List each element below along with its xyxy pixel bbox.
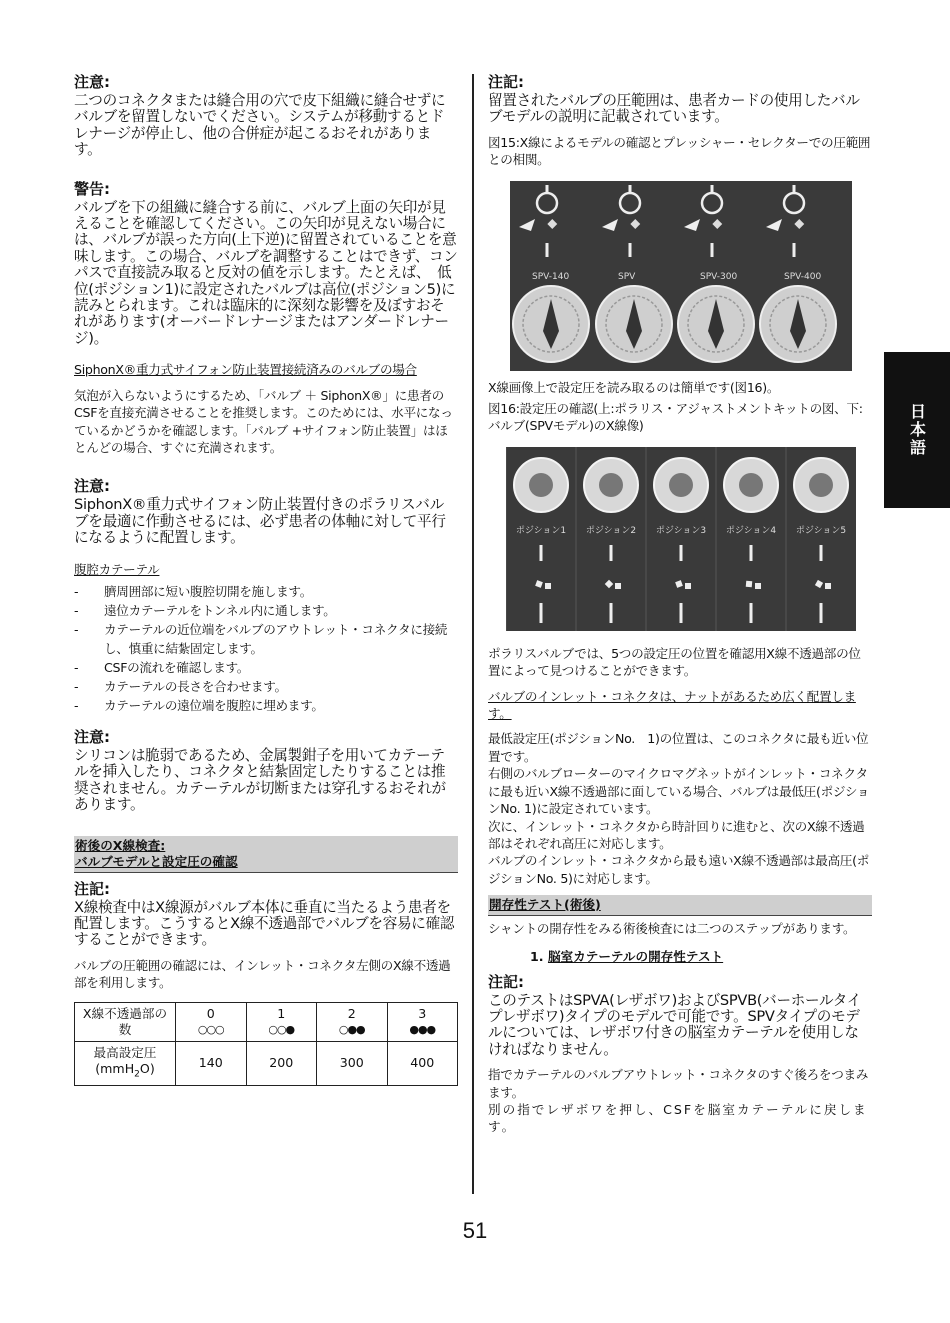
radiopaque-marker xyxy=(794,219,804,229)
step1-heading: 1. 脳室カテーテルの開存性テスト xyxy=(530,948,724,964)
column-divider xyxy=(472,74,474,1194)
catheter-heading: 腹腔カテーテル xyxy=(74,561,160,577)
table-cell: 2 ○●● xyxy=(317,1002,388,1041)
note-text-4: X線検査中はX線源がバルブ本体に垂直に当たるよう患者を配置します。こうするとX線不透過部でバルブを容易に確認することができます。 xyxy=(74,898,455,949)
list-item: - カテーテルの近位端をバルブのアウトレット・コネクタに接続し、慎重に結紮固定します。 xyxy=(74,620,458,658)
radiopaque-marker xyxy=(746,581,753,588)
fig15-label: SPV-140 xyxy=(532,271,570,282)
dial-center xyxy=(599,473,623,497)
indicator-arrow xyxy=(766,219,782,231)
radiopaque-marker xyxy=(547,219,557,229)
figure15-svg xyxy=(510,181,852,371)
dial-center xyxy=(669,473,693,497)
list-item: - カテーテルの遠位端を腹腔に埋めます。 xyxy=(74,696,458,715)
note-text-r2: このテストはSPVA(レザボワ)およびSPVB(バーホールタイプレザボワ)タイプのモデルで可能です。SPVタイプのモデルについては、レザボワ付きの脳室カテーテルを使用しなければなりません。 xyxy=(488,991,862,1058)
xray-easy-text: X線画像上で設定圧を読み取るのは簡単です(図16)。 xyxy=(488,379,780,395)
figure15-image xyxy=(510,181,852,371)
setting-text-4: バルブのインレット・コネクタから最も遠いX線不透過部は最高圧(ポジションNo. 5)に対応します。 xyxy=(488,853,870,886)
magnet-marker xyxy=(825,583,831,589)
polaris-text: ポラリスバルブでは、5つの設定圧の位置を確認用X線不透過部の位置によって見つけることができます。 xyxy=(488,645,861,679)
figure16-image xyxy=(506,447,856,631)
radiopaque-marker xyxy=(815,580,823,588)
caution-title-2: 注意: xyxy=(74,477,110,496)
valve-xray-top xyxy=(702,193,722,213)
indicator-arrow xyxy=(684,219,700,231)
page-number: 51 xyxy=(462,1218,488,1243)
figure16-svg xyxy=(506,447,856,631)
final-text-1: 指でカテーテルのバルブアウトレット・コネクタのすぐ後ろをつまみます。 xyxy=(488,1067,869,1100)
catheter-steps xyxy=(74,582,458,715)
table-header-count: X線不透過部の数 xyxy=(75,1002,176,1041)
caution-title-1: 注意: xyxy=(74,73,110,91)
fig15-label: SPV-400 xyxy=(784,271,822,282)
caution-text-2: SiphonX®重力式サイフォン防止装置付きのポラリスバルブを最適に作動させるには、必ず患者の体軸に対して平行になるように配置します。 xyxy=(74,496,446,547)
table-cell: 1 ○○● xyxy=(246,1002,317,1041)
note-title-r2: 注記: xyxy=(488,972,524,991)
warning-title: 警告: xyxy=(74,179,110,198)
fig16-label: ポジション3 xyxy=(655,525,707,536)
magnet-marker xyxy=(685,583,691,589)
siphon-text: 気泡が入らないようにするため、「バルブ ＋ SiphonX®」に患者のCSFを直接充満させることを推奨します。このためには、水平になっているかどうかを確認します。「バルブ +サイフォン防止装置」はほとんどの場合、すぐに充満されます。 xyxy=(74,387,453,455)
list-item: - カテーテルの長さを合わせます。 xyxy=(74,677,458,696)
table-cell: 3 ●●● xyxy=(387,1002,458,1041)
radiopaque-marker xyxy=(675,580,683,588)
indicator-arrow xyxy=(602,219,618,231)
list-item: - 臍周囲部に短い腹腔切開を施します。 xyxy=(74,582,458,601)
note-title-r1: 注記: xyxy=(488,73,524,91)
warning-text: バルブを下の組織に縫合する前に、バルブ上面の矢印が見えることを確認してください。この矢印が見えない場合には、バルブが誤った方向(上下逆)に留置されていることを意味します。この場合、バルブを調整することはできず、コンパスで直接読み取ると反対の値を示します。たとえば、 低位(ポジション1)に設定されたバルブは高位(ポジション5)に読みとられます。これは臨床的に深刻な影響を及ぼすおそれがあります(オーバードレナージまたはアンダードレナージ)。 xyxy=(74,198,458,347)
language-tab: 日本語 xyxy=(884,352,950,508)
magnet-marker xyxy=(755,583,761,589)
list-item: - CSFの流れを確認します。 xyxy=(74,658,458,677)
fig16-label: ポジション1 xyxy=(515,525,567,536)
table-cell: 400 xyxy=(387,1041,458,1086)
fig16-label: ポジション2 xyxy=(585,525,637,536)
range-text: バルブの圧範囲の確認には、インレット・コネクタ左側のX線不透過部を利用します。 xyxy=(74,957,451,991)
radiopaque-marker xyxy=(535,580,543,588)
fig16-label: ポジション4 xyxy=(725,525,777,536)
radiopaque-table xyxy=(74,1002,458,1087)
setting-text-3: 次に、インレット・コネクタから時計回りに進むと、次のX線不透過部はそれぞれ高圧に対応します。 xyxy=(488,818,865,851)
setting-text-1: 最低設定圧(ポジションNo. 1)の位置は、このコネクタに最も近い位置です。 xyxy=(488,731,869,764)
table-header-pressure: 最高設定圧 (mmH$_2$O) xyxy=(75,1041,176,1086)
final-text-2: 別の指でレザボワを押し、CSFを脳室カテーテルに戻します。 xyxy=(488,1101,868,1135)
table-cell: 300 xyxy=(317,1041,388,1086)
siphon-heading: SiphonX®重力式サイフォン防止装置接続済みのバルブの場合 xyxy=(74,362,417,378)
indicator-arrow xyxy=(519,219,535,231)
table-cell: 200 xyxy=(246,1041,317,1086)
dial-center xyxy=(739,473,763,497)
radiopaque-marker xyxy=(712,219,722,229)
valve-xray-top xyxy=(537,193,557,213)
left-column xyxy=(74,74,458,1086)
radiopaque-marker xyxy=(630,219,640,229)
fig15-label: SPV-300 xyxy=(700,271,738,282)
inlet-heading: バルブのインレット・コネクタは、ナットがあるため広く配置します。 xyxy=(488,688,856,722)
caution-text-3: シリコンは脆弱であるため、金属製鉗子を用いてカテーテルを挿入したり、コネクタと結紮固定したりすることは推奨されません。カテーテルが切断または穿孔するおそれがあります。 xyxy=(74,746,446,814)
patency-section-bar: 開存性テスト(術後) xyxy=(488,895,872,916)
figure16-caption: 図16:設定圧の確認(上:ポラリス・アジャストメントキットの図、下:バルブ(SPVモデル)のX線像) xyxy=(488,401,863,434)
note-text-r1: 留置されたバルブの圧範囲は、患者カードの使用したバルブモデルの説明に記載されています。 xyxy=(488,92,860,126)
table-cell: 140 xyxy=(176,1041,247,1086)
xray-bar-line1: 術後のX線検査: xyxy=(75,837,166,853)
dial-center xyxy=(529,473,553,497)
magnet-marker xyxy=(545,583,551,589)
caution-text-1: 二つのコネクタまたは縫合用の穴で皮下組織に縫合せずにバルブを留置しないでください。システムが移動するとドレナージが停止し、他の合併症が起こるおそれがあります。 xyxy=(74,92,446,159)
table-cell: 0 ○○○ xyxy=(176,1002,247,1041)
setting-text-2: 右側のバルブローターのマイクロマグネットがインレット・コネクタに最も近いX線不透過部に面している場合、バルブは最低圧(ポジションNo. 1)に設定されています。 xyxy=(488,766,870,817)
xray-section-bar xyxy=(74,836,458,873)
patency-text: シャントの開存性をみる術後検査には二つのステップがあります。 xyxy=(488,921,856,937)
fig16-label: ポジション5 xyxy=(795,525,847,536)
valve-xray-top xyxy=(620,193,640,213)
radiopaque-marker xyxy=(605,580,613,588)
right-column xyxy=(488,74,872,1136)
magnet-marker xyxy=(615,583,621,589)
xray-bar-line2: バルブモデルと設定圧の確認 xyxy=(75,853,238,869)
fig15-label: SPV xyxy=(618,271,636,282)
dial-center xyxy=(809,473,833,497)
valve-xray-top xyxy=(784,193,804,213)
list-item: - 遠位カテーテルをトンネル内に通します。 xyxy=(74,601,458,620)
figure15-caption: 図15:X線によるモデルの確認とプレッシャー・セレクターでの圧範囲との相関。 xyxy=(488,134,871,168)
note-title-4: 注記: xyxy=(74,879,110,898)
caution-title-3: 注意: xyxy=(74,727,110,746)
